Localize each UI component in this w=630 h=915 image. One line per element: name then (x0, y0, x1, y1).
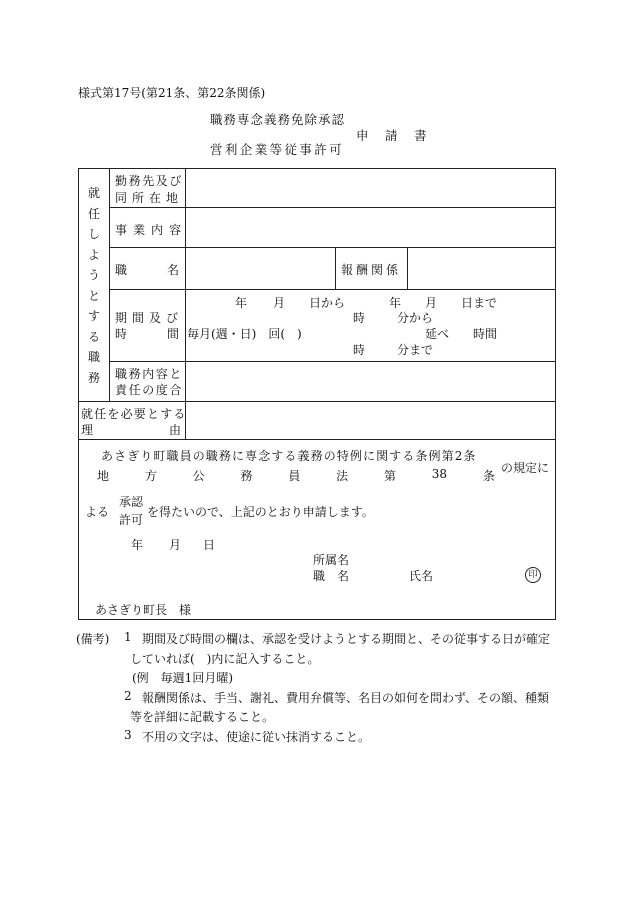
business-field[interactable] (187, 209, 553, 246)
remuneration-label: 報酬関係 (341, 263, 402, 277)
form-number: 様式第17号(第21条、第22条関係) (78, 86, 266, 100)
reason-label-top: 就任を必要とする (81, 407, 187, 421)
note-1-line-1: 期間及び時間の欄は、承認を受けようとする期間と、その従事する日が確定 (142, 632, 551, 646)
note-2-line-2: 等を詳細に記載すること。 (130, 710, 275, 724)
duties-field[interactable] (187, 363, 553, 400)
note-1-number: 1 (124, 630, 132, 644)
period-label-top: 期間及び (115, 311, 184, 325)
affiliation-label: 所属名 (313, 553, 350, 567)
note-2-number: 2 (124, 689, 132, 703)
reason-label-left: 理 (81, 423, 94, 437)
time-minute-to: 分まで (397, 343, 434, 357)
workplace-label-top: 勤務先及び (115, 174, 184, 188)
duties-label-top: 職務内容と (115, 367, 184, 381)
date-day: 日 (203, 538, 216, 552)
time-hour-to: 時 (353, 343, 366, 357)
permission-choice[interactable]: 許可 (119, 513, 144, 527)
duties-label-bottom: 責任の度合 (115, 383, 184, 397)
notes-label: (備考) (76, 632, 110, 646)
title-line-2: 申 請 書 (356, 128, 429, 143)
position-label: 職 名 (115, 263, 179, 277)
workplace-field[interactable] (187, 170, 553, 206)
remuneration-field[interactable] (409, 249, 553, 288)
application-form-table (78, 168, 556, 620)
time-hour-from: 時 (353, 311, 366, 325)
period-year-from: 年 (235, 296, 248, 310)
period-year-to: 年 (389, 296, 402, 310)
period-label-bottom: 時 間 (115, 327, 179, 341)
reason-label-right: 由 (169, 423, 182, 437)
title-line-1: 職務専念義務免除承認 (210, 112, 346, 127)
period-month-to: 月 (425, 296, 438, 310)
date-month: 月 (169, 538, 182, 552)
statement-yoru: よる (85, 505, 110, 519)
time-minute-from: 分から (397, 311, 434, 325)
approval-choice[interactable]: 承認 (119, 495, 144, 509)
total-hours-label: 時間 (473, 327, 498, 341)
title-line-3: 営利企業等従事許可 (210, 142, 345, 157)
note-1-example: (例 毎週1回月曜) (132, 671, 233, 685)
addressee: あさぎり町長 様 (95, 603, 192, 617)
note-3-line-1: 不用の文字は、使途に従い抹消すること。 (142, 730, 371, 744)
business-label: 事業内容 (115, 223, 188, 237)
reason-field[interactable] (187, 403, 553, 438)
statement-line-1: あさぎり町職員の職務に専念する義務の特例に関する条例第2条 (101, 449, 477, 463)
side-label-vertical: 就 任 し よ う と す る 職 務 (87, 186, 100, 385)
period-day-to: 日まで (461, 296, 498, 310)
signer-name-label: 氏名 (409, 569, 434, 583)
total-label: 延べ (425, 327, 450, 341)
date-year: 年 (131, 538, 144, 552)
statement-line-2: 地 方 公 務 員 法 第 38 条 (97, 467, 495, 483)
note-3-number: 3 (124, 728, 132, 742)
statement-suffix: の規定に (501, 461, 550, 475)
note-1-line-2: していれば( )内に記入すること。 (130, 652, 320, 666)
seal-icon: 印 (525, 567, 541, 583)
weekly-frequency: 毎月(週・日) 回( ) (187, 327, 302, 341)
statement-body: を得たいので、上記のとおり申請します。 (147, 505, 374, 519)
period-day-from: 日から (309, 296, 346, 310)
note-2-line-1: 報酬関係は、手当、謝礼、費用弁償等、名目の如何を問わず、その額、種類 (142, 691, 550, 705)
period-month-from: 月 (273, 296, 286, 310)
workplace-label-bottom: 同所在地 (115, 191, 184, 205)
signer-position-label: 職 名 (313, 569, 350, 583)
position-field[interactable] (187, 249, 333, 288)
